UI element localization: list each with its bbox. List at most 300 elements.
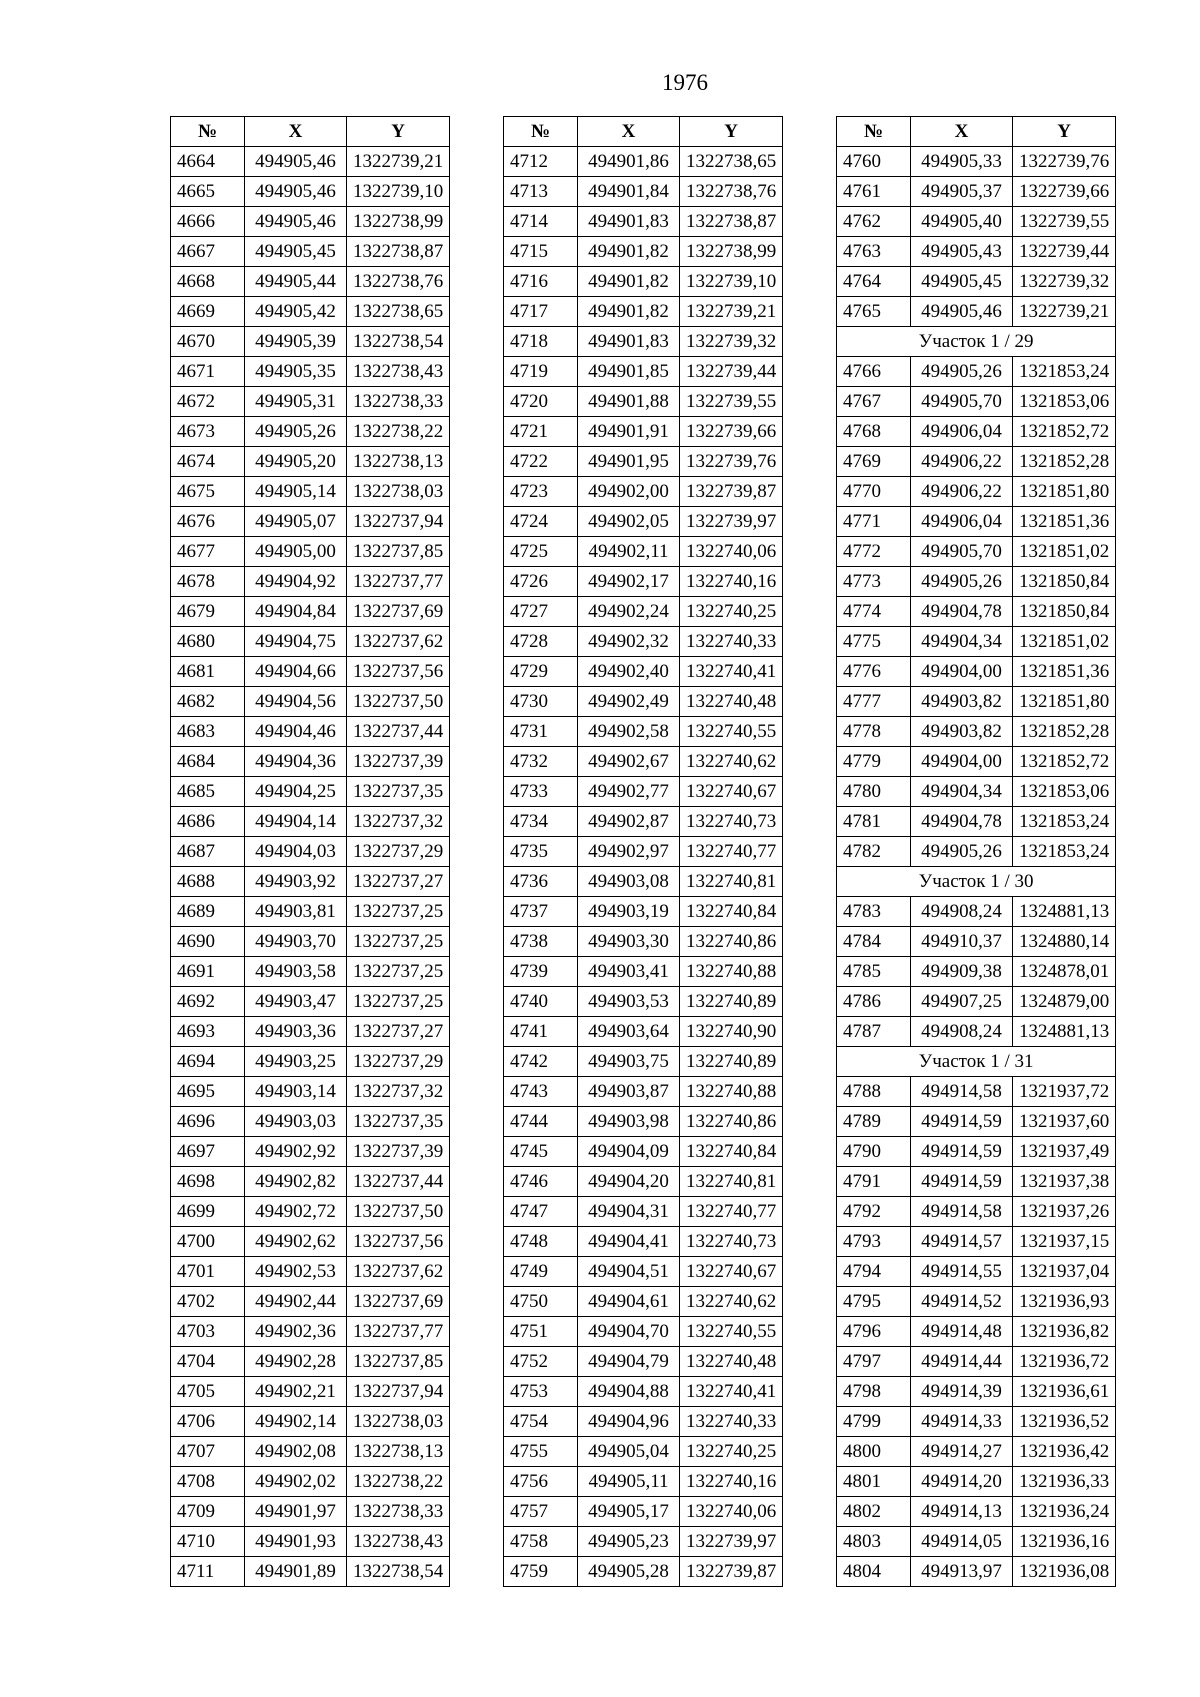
section-title: Участок 1 / 29 (837, 327, 1116, 357)
point-number: 4792 (837, 1197, 911, 1227)
y-coordinate: 1321853,24 (1013, 837, 1116, 867)
x-coordinate: 494901,95 (578, 447, 680, 477)
table-row (504, 1287, 783, 1317)
point-number: 4715 (504, 237, 578, 267)
x-coordinate: 494905,11 (578, 1467, 680, 1497)
coordinates-table-2 (503, 116, 783, 1587)
table-row (504, 1167, 783, 1197)
x-coordinate: 494904,03 (245, 837, 347, 867)
point-number: 4795 (837, 1287, 911, 1317)
table-row (504, 507, 783, 537)
x-coordinate: 494914,05 (911, 1527, 1013, 1557)
y-coordinate: 1322738,65 (680, 147, 783, 177)
point-number: 4775 (837, 627, 911, 657)
table-row (504, 597, 783, 627)
x-coordinate: 494903,92 (245, 867, 347, 897)
point-number: 4724 (504, 507, 578, 537)
table-row (171, 867, 450, 897)
point-number: 4735 (504, 837, 578, 867)
table-row (171, 147, 450, 177)
table-row (504, 1047, 783, 1077)
coordinates-table-3 (836, 116, 1116, 1587)
table-header-row (504, 117, 783, 147)
y-coordinate: 1322739,97 (680, 507, 783, 537)
table-row (504, 1107, 783, 1137)
table-row (837, 987, 1116, 1017)
table-row (504, 747, 783, 777)
x-coordinate: 494903,36 (245, 1017, 347, 1047)
y-coordinate: 1321936,08 (1013, 1557, 1116, 1587)
table-row (171, 987, 450, 1017)
x-coordinate: 494904,96 (578, 1407, 680, 1437)
x-coordinate: 494903,53 (578, 987, 680, 1017)
x-coordinate: 494904,51 (578, 1257, 680, 1287)
y-coordinate: 1324879,00 (1013, 987, 1116, 1017)
y-coordinate: 1322738,99 (347, 207, 450, 237)
y-coordinate: 1324878,01 (1013, 957, 1116, 987)
point-number: 4761 (837, 177, 911, 207)
y-coordinate: 1322737,56 (347, 1227, 450, 1257)
point-number: 4726 (504, 567, 578, 597)
point-number: 4742 (504, 1047, 578, 1077)
y-coordinate: 1322740,73 (680, 1227, 783, 1257)
table-row (171, 777, 450, 807)
x-coordinate: 494905,37 (911, 177, 1013, 207)
point-number: 4708 (171, 1467, 245, 1497)
y-coordinate: 1322738,43 (347, 357, 450, 387)
y-coordinate: 1322737,44 (347, 1167, 450, 1197)
x-coordinate: 494914,59 (911, 1137, 1013, 1167)
y-coordinate: 1322740,84 (680, 897, 783, 927)
table-row (837, 567, 1116, 597)
x-coordinate: 494905,70 (911, 387, 1013, 417)
y-coordinate: 1321851,02 (1013, 627, 1116, 657)
point-number: 4800 (837, 1437, 911, 1467)
point-number: 4722 (504, 447, 578, 477)
point-number: 4668 (171, 267, 245, 297)
table-row (837, 1137, 1116, 1167)
y-coordinate: 1322740,06 (680, 1497, 783, 1527)
x-coordinate: 494905,26 (911, 567, 1013, 597)
point-number: 4681 (171, 657, 245, 687)
y-coordinate: 1322737,94 (347, 507, 450, 537)
point-number: 4776 (837, 657, 911, 687)
x-coordinate: 494906,22 (911, 477, 1013, 507)
x-coordinate: 494905,26 (911, 357, 1013, 387)
x-coordinate: 494901,86 (578, 147, 680, 177)
y-coordinate: 1322738,54 (347, 327, 450, 357)
point-number: 4774 (837, 597, 911, 627)
table-row (171, 1407, 450, 1437)
x-coordinate: 494904,66 (245, 657, 347, 687)
x-coordinate: 494905,46 (245, 177, 347, 207)
table-header-row (171, 117, 450, 147)
x-coordinate: 494905,26 (911, 837, 1013, 867)
x-coordinate: 494902,40 (578, 657, 680, 687)
y-coordinate: 1322737,25 (347, 987, 450, 1017)
point-number: 4713 (504, 177, 578, 207)
y-coordinate: 1322739,10 (680, 267, 783, 297)
x-coordinate: 494905,28 (578, 1557, 680, 1587)
y-coordinate: 1321850,84 (1013, 597, 1116, 627)
x-coordinate: 494902,72 (245, 1197, 347, 1227)
point-number: 4718 (504, 327, 578, 357)
point-number: 4781 (837, 807, 911, 837)
x-coordinate: 494905,46 (245, 147, 347, 177)
y-coordinate: 1321851,80 (1013, 477, 1116, 507)
table-row (171, 447, 450, 477)
point-number: 4698 (171, 1167, 245, 1197)
point-number: 4672 (171, 387, 245, 417)
point-number: 4751 (504, 1317, 578, 1347)
header-y: Y (1013, 117, 1116, 147)
y-coordinate: 1322739,10 (347, 177, 450, 207)
table-row (171, 1077, 450, 1107)
x-coordinate: 494901,93 (245, 1527, 347, 1557)
x-coordinate: 494904,00 (911, 747, 1013, 777)
y-coordinate: 1322737,50 (347, 687, 450, 717)
table-row (171, 1107, 450, 1137)
table-row (837, 1317, 1116, 1347)
x-coordinate: 494902,53 (245, 1257, 347, 1287)
section-row (837, 867, 1116, 897)
table-row (171, 507, 450, 537)
x-coordinate: 494902,97 (578, 837, 680, 867)
point-number: 4765 (837, 297, 911, 327)
x-coordinate: 494901,82 (578, 237, 680, 267)
x-coordinate: 494913,97 (911, 1557, 1013, 1587)
table-row (171, 1497, 450, 1527)
x-coordinate: 494901,97 (245, 1497, 347, 1527)
point-number: 4744 (504, 1107, 578, 1137)
table-row (837, 1467, 1116, 1497)
y-coordinate: 1322737,77 (347, 567, 450, 597)
y-coordinate: 1324881,13 (1013, 1017, 1116, 1047)
y-coordinate: 1322738,54 (347, 1557, 450, 1587)
point-number: 4701 (171, 1257, 245, 1287)
y-coordinate: 1322740,25 (680, 1437, 783, 1467)
point-number: 4769 (837, 447, 911, 477)
table-row (504, 627, 783, 657)
y-coordinate: 1321851,36 (1013, 657, 1116, 687)
x-coordinate: 494905,35 (245, 357, 347, 387)
y-coordinate: 1322737,50 (347, 1197, 450, 1227)
y-coordinate: 1322739,21 (1013, 297, 1116, 327)
x-coordinate: 494906,22 (911, 447, 1013, 477)
y-coordinate: 1321937,38 (1013, 1167, 1116, 1197)
point-number: 4705 (171, 1377, 245, 1407)
x-coordinate: 494901,89 (245, 1557, 347, 1587)
y-coordinate: 1322737,94 (347, 1377, 450, 1407)
table-row (504, 1437, 783, 1467)
point-number: 4739 (504, 957, 578, 987)
point-number: 4756 (504, 1467, 578, 1497)
y-coordinate: 1321851,02 (1013, 537, 1116, 567)
x-coordinate: 494914,55 (911, 1257, 1013, 1287)
point-number: 4731 (504, 717, 578, 747)
table-row (171, 207, 450, 237)
point-number: 4665 (171, 177, 245, 207)
x-coordinate: 494905,45 (911, 267, 1013, 297)
table-row (504, 177, 783, 207)
x-coordinate: 494905,33 (911, 147, 1013, 177)
x-coordinate: 494903,41 (578, 957, 680, 987)
table-row (837, 237, 1116, 267)
table-row (171, 1227, 450, 1257)
table-row (504, 1257, 783, 1287)
table-row (837, 357, 1116, 387)
point-number: 4679 (171, 597, 245, 627)
table-row (504, 657, 783, 687)
y-coordinate: 1322740,48 (680, 687, 783, 717)
y-coordinate: 1322739,21 (347, 147, 450, 177)
y-coordinate: 1322737,85 (347, 537, 450, 567)
table-row (504, 147, 783, 177)
point-number: 4677 (171, 537, 245, 567)
point-number: 4674 (171, 447, 245, 477)
point-number: 4790 (837, 1137, 911, 1167)
x-coordinate: 494914,59 (911, 1107, 1013, 1137)
table-row (504, 1407, 783, 1437)
y-coordinate: 1322740,48 (680, 1347, 783, 1377)
table-row (171, 1467, 450, 1497)
x-coordinate: 494905,46 (911, 297, 1013, 327)
y-coordinate: 1322740,55 (680, 1317, 783, 1347)
point-number: 4690 (171, 927, 245, 957)
section-row (837, 327, 1116, 357)
table-row (171, 687, 450, 717)
y-coordinate: 1322740,33 (680, 627, 783, 657)
y-coordinate: 1321937,04 (1013, 1257, 1116, 1287)
table-row (837, 417, 1116, 447)
header-x: X (245, 117, 347, 147)
x-coordinate: 494902,08 (245, 1437, 347, 1467)
section-row (837, 1047, 1116, 1077)
section-title: Участок 1 / 30 (837, 867, 1116, 897)
x-coordinate: 494914,13 (911, 1497, 1013, 1527)
point-number: 4704 (171, 1347, 245, 1377)
point-number: 4743 (504, 1077, 578, 1107)
x-coordinate: 494902,58 (578, 717, 680, 747)
table-row (837, 1437, 1116, 1467)
y-coordinate: 1321937,49 (1013, 1137, 1116, 1167)
x-coordinate: 494901,85 (578, 357, 680, 387)
y-coordinate: 1322738,87 (347, 237, 450, 267)
y-coordinate: 1322737,25 (347, 957, 450, 987)
point-number: 4710 (171, 1527, 245, 1557)
point-number: 4706 (171, 1407, 245, 1437)
table-row (504, 477, 783, 507)
point-number: 4804 (837, 1557, 911, 1587)
x-coordinate: 494902,02 (245, 1467, 347, 1497)
x-coordinate: 494904,88 (578, 1377, 680, 1407)
point-number: 4740 (504, 987, 578, 1017)
table-row (504, 1557, 783, 1587)
y-coordinate: 1322740,41 (680, 657, 783, 687)
y-coordinate: 1322737,44 (347, 717, 450, 747)
point-number: 4717 (504, 297, 578, 327)
table-row (837, 1497, 1116, 1527)
table-row (837, 897, 1116, 927)
point-number: 4671 (171, 357, 245, 387)
table-row (504, 417, 783, 447)
table-row (504, 207, 783, 237)
x-coordinate: 494904,34 (911, 777, 1013, 807)
point-number: 4784 (837, 927, 911, 957)
x-coordinate: 494904,34 (911, 627, 1013, 657)
x-coordinate: 494914,20 (911, 1467, 1013, 1497)
y-coordinate: 1322737,32 (347, 1077, 450, 1107)
point-number: 4683 (171, 717, 245, 747)
table-row (171, 717, 450, 747)
table-row (504, 927, 783, 957)
point-number: 4770 (837, 477, 911, 507)
y-coordinate: 1322737,32 (347, 807, 450, 837)
header-no: № (504, 117, 578, 147)
x-coordinate: 494902,92 (245, 1137, 347, 1167)
x-coordinate: 494901,82 (578, 267, 680, 297)
point-number: 4720 (504, 387, 578, 417)
table-row (171, 1257, 450, 1287)
point-number: 4687 (171, 837, 245, 867)
x-coordinate: 494903,87 (578, 1077, 680, 1107)
x-coordinate: 494902,49 (578, 687, 680, 717)
table-row (504, 387, 783, 417)
point-number: 4794 (837, 1257, 911, 1287)
header-y: Y (347, 117, 450, 147)
x-coordinate: 494903,47 (245, 987, 347, 1017)
table-row (504, 957, 783, 987)
x-coordinate: 494903,75 (578, 1047, 680, 1077)
y-coordinate: 1321850,84 (1013, 567, 1116, 597)
table-row (837, 447, 1116, 477)
y-coordinate: 1322739,32 (680, 327, 783, 357)
point-number: 4733 (504, 777, 578, 807)
point-number: 4788 (837, 1077, 911, 1107)
point-number: 4689 (171, 897, 245, 927)
point-number: 4730 (504, 687, 578, 717)
point-number: 4697 (171, 1137, 245, 1167)
point-number: 4696 (171, 1107, 245, 1137)
y-coordinate: 1322737,69 (347, 597, 450, 627)
table-row (504, 1017, 783, 1047)
y-coordinate: 1322740,67 (680, 1257, 783, 1287)
table-row (171, 627, 450, 657)
point-number: 4673 (171, 417, 245, 447)
x-coordinate: 494902,36 (245, 1317, 347, 1347)
header-x: X (578, 117, 680, 147)
x-coordinate: 494905,00 (245, 537, 347, 567)
x-coordinate: 494902,05 (578, 507, 680, 537)
point-number: 4767 (837, 387, 911, 417)
y-coordinate: 1322739,76 (1013, 147, 1116, 177)
table-row (837, 807, 1116, 837)
y-coordinate: 1322738,03 (347, 1407, 450, 1437)
table-row (171, 267, 450, 297)
table-row (504, 1077, 783, 1107)
table-row (837, 1197, 1116, 1227)
point-number: 4676 (171, 507, 245, 537)
x-coordinate: 494903,70 (245, 927, 347, 957)
point-number: 4737 (504, 897, 578, 927)
x-coordinate: 494905,45 (245, 237, 347, 267)
table-row (171, 927, 450, 957)
y-coordinate: 1322737,25 (347, 897, 450, 927)
y-coordinate: 1321852,28 (1013, 447, 1116, 477)
table-row (837, 1407, 1116, 1437)
point-number: 4779 (837, 747, 911, 777)
table-row (171, 417, 450, 447)
y-coordinate: 1322739,76 (680, 447, 783, 477)
table-row (171, 177, 450, 207)
table-row (504, 1497, 783, 1527)
point-number: 4707 (171, 1437, 245, 1467)
y-coordinate: 1322738,03 (347, 477, 450, 507)
table-row (171, 747, 450, 777)
x-coordinate: 494904,20 (578, 1167, 680, 1197)
table-row (504, 867, 783, 897)
table-row (504, 537, 783, 567)
x-coordinate: 494902,28 (245, 1347, 347, 1377)
table-row (837, 1557, 1116, 1587)
table-row (171, 1287, 450, 1317)
point-number: 4802 (837, 1497, 911, 1527)
point-number: 4745 (504, 1137, 578, 1167)
table-row (837, 177, 1116, 207)
table-row (171, 1437, 450, 1467)
point-number: 4757 (504, 1497, 578, 1527)
point-number: 4772 (837, 537, 911, 567)
x-coordinate: 494909,38 (911, 957, 1013, 987)
x-coordinate: 494914,39 (911, 1377, 1013, 1407)
point-number: 4700 (171, 1227, 245, 1257)
x-coordinate: 494904,92 (245, 567, 347, 597)
y-coordinate: 1321853,06 (1013, 387, 1116, 417)
y-coordinate: 1322740,81 (680, 1167, 783, 1197)
table-row (504, 987, 783, 1017)
header-x: X (911, 117, 1013, 147)
x-coordinate: 494905,43 (911, 237, 1013, 267)
x-coordinate: 494904,46 (245, 717, 347, 747)
point-number: 4703 (171, 1317, 245, 1347)
header-y: Y (680, 117, 783, 147)
y-coordinate: 1322740,77 (680, 1197, 783, 1227)
x-coordinate: 494914,33 (911, 1407, 1013, 1437)
table-row (837, 927, 1116, 957)
table-row (837, 267, 1116, 297)
y-coordinate: 1321853,24 (1013, 357, 1116, 387)
y-coordinate: 1322737,25 (347, 927, 450, 957)
point-number: 4712 (504, 147, 578, 177)
x-coordinate: 494902,17 (578, 567, 680, 597)
x-coordinate: 494904,09 (578, 1137, 680, 1167)
table-row (837, 477, 1116, 507)
point-number: 4691 (171, 957, 245, 987)
x-coordinate: 494905,20 (245, 447, 347, 477)
y-coordinate: 1322740,16 (680, 1467, 783, 1497)
x-coordinate: 494914,58 (911, 1077, 1013, 1107)
table-row (171, 897, 450, 927)
point-number: 4702 (171, 1287, 245, 1317)
x-coordinate: 494914,57 (911, 1227, 1013, 1257)
x-coordinate: 494905,17 (578, 1497, 680, 1527)
y-coordinate: 1322740,73 (680, 807, 783, 837)
table-row (504, 237, 783, 267)
table-row (504, 897, 783, 927)
x-coordinate: 494903,82 (911, 687, 1013, 717)
point-number: 4667 (171, 237, 245, 267)
point-number: 4777 (837, 687, 911, 717)
